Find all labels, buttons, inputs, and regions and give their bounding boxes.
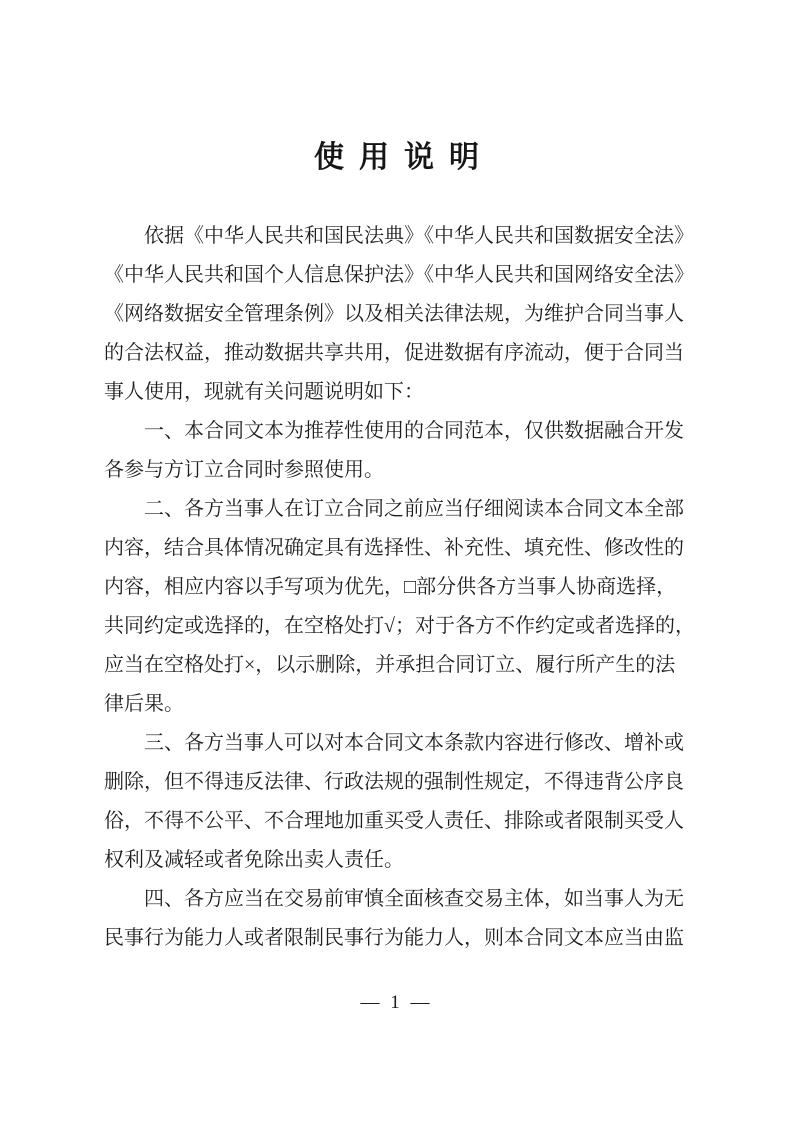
text-line: 权利及减轻或者免除出卖人责任。 bbox=[104, 849, 404, 871]
text-line: 一、本合同文本为推荐性使用的合同范本，仅供数据融合开发 bbox=[144, 420, 684, 442]
text-line: 应当在空格处打×，以示删除，并承担合同订立、履行所产生的法 bbox=[104, 654, 676, 676]
text-line: 四、各方应当在交易前审慎全面核查交易主体，如当事人为无 bbox=[144, 888, 684, 910]
page-number: — 1 — bbox=[360, 992, 433, 1013]
text-line: 的合法权益，推动数据共享共用，促进数据有序流动，便于合同当 bbox=[104, 342, 684, 364]
text-line: 俗，不得不公平、不合理地加重买受人责任、排除或者限制买受人 bbox=[104, 810, 684, 832]
text-line: 《中华人民共和国个人信息保护法》《中华人民共和国网络安全法》 bbox=[104, 264, 694, 286]
text-line: 事人使用，现就有关问题说明如下： bbox=[104, 381, 424, 403]
document-body bbox=[104, 217, 695, 958]
text-line: 二、各方当事人在订立合同之前应当仔细阅读本合同文本全部 bbox=[144, 498, 684, 520]
paragraph-intro bbox=[104, 217, 694, 412]
text-line: 各参与方订立合同时参照使用。 bbox=[104, 459, 384, 481]
text-line: 内容，结合具体情况确定具有选择性、补充性、填充性、修改性的 bbox=[104, 537, 684, 559]
paragraph-item-4 bbox=[104, 880, 689, 958]
text-line: 依据《中华人民共和国民法典》《中华人民共和国数据安全法》 bbox=[144, 225, 694, 247]
text-line: 民事行为能力人或者限制民事行为能力人，则本合同文本应当由监 bbox=[104, 927, 684, 949]
text-line: 共同约定或选择的，在空格处打√；对于各方不作约定或者选择的， bbox=[104, 615, 695, 637]
text-line: 律后果。 bbox=[104, 693, 184, 715]
text-line: 删除，但不得违反法律、行政法规的强制性规定，不得违背公序良 bbox=[104, 771, 684, 793]
paragraph-item-1 bbox=[104, 412, 689, 490]
paragraph-item-3 bbox=[104, 724, 689, 880]
page-title: 使用说明 bbox=[314, 141, 494, 174]
paragraph-item-2 bbox=[104, 490, 695, 724]
text-line: 内容，相应内容以手写项为优先，□部分供各方当事人协商选择， bbox=[104, 576, 677, 598]
text-line: 三、各方当事人可以对本合同文本条款内容进行修改、增补或 bbox=[144, 732, 684, 754]
text-line: 《网络数据安全管理条例》以及相关法律法规，为维护合同当事人 bbox=[104, 303, 684, 325]
